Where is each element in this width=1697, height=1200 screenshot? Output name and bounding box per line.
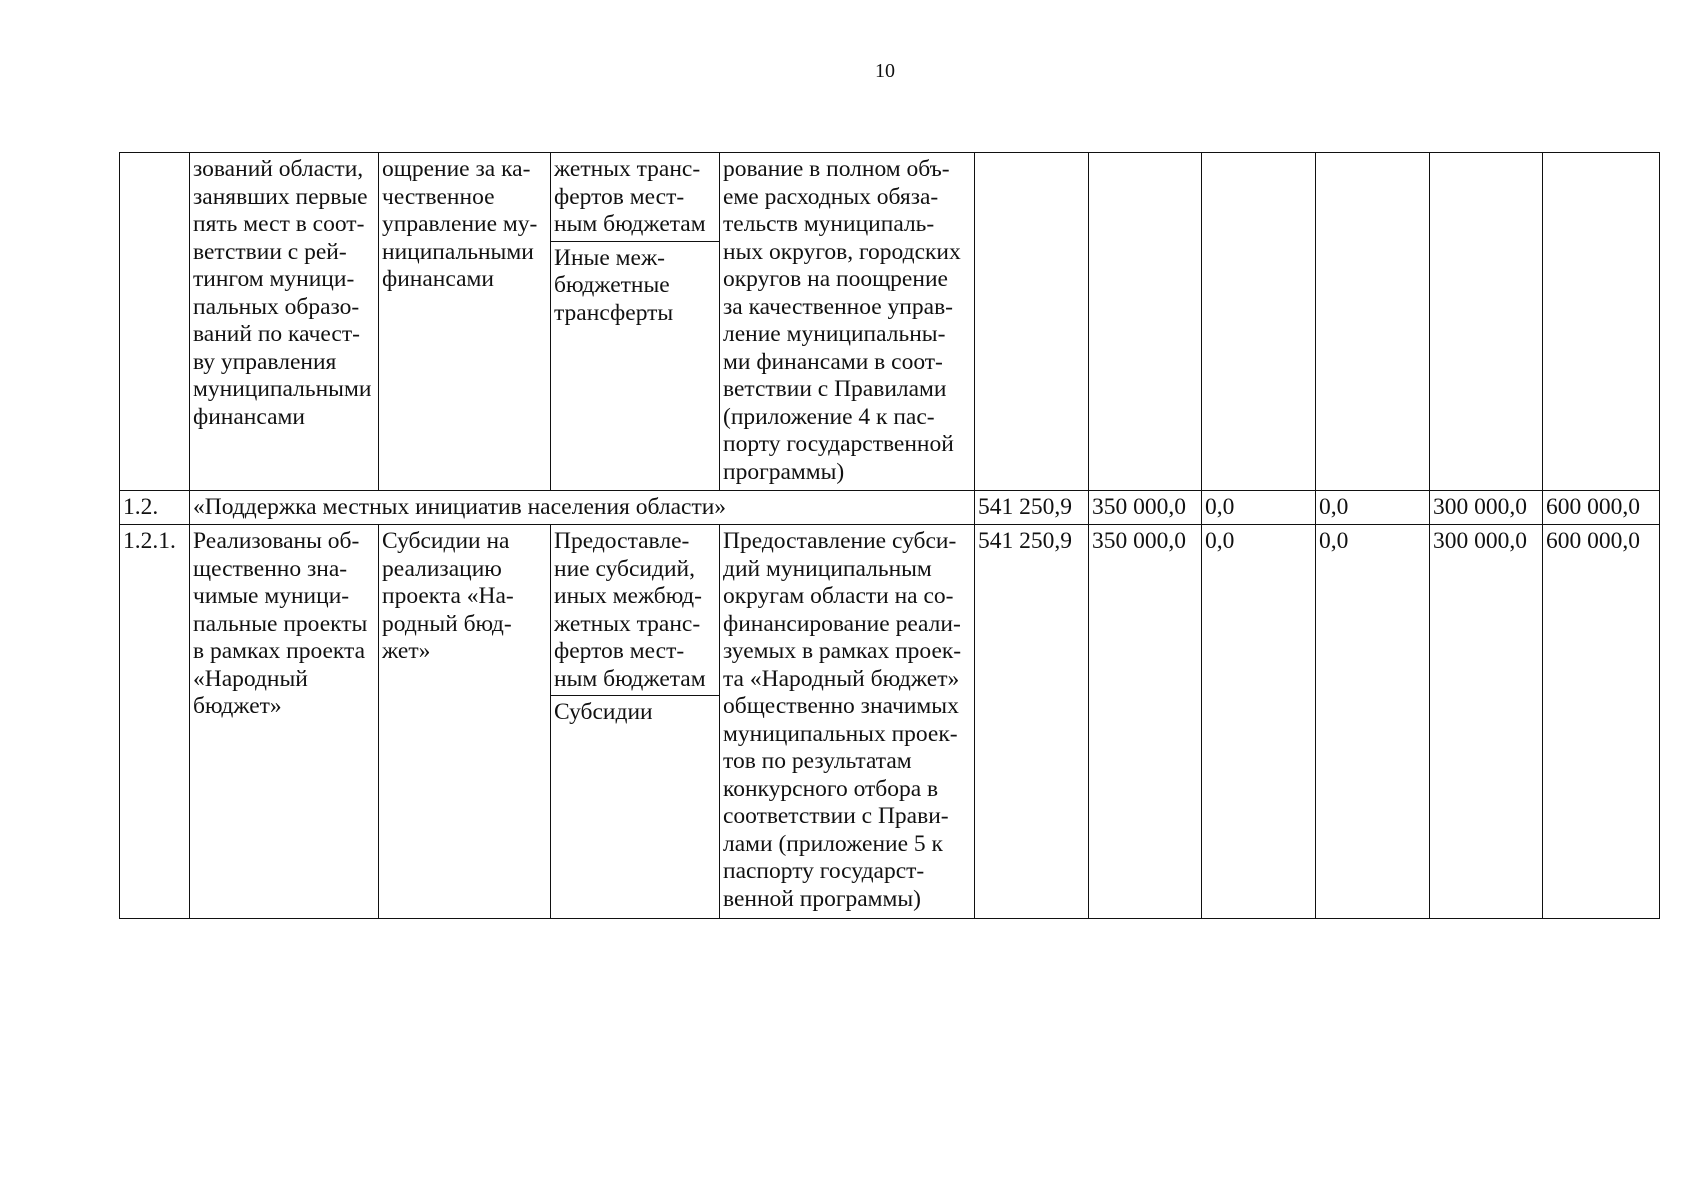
row-index: 1.2.	[120, 491, 190, 525]
value-cell: 0,0	[1316, 525, 1430, 919]
value-cell: 300 000,0	[1430, 491, 1543, 525]
value-cell	[1430, 153, 1543, 491]
table-row-section	[120, 491, 1660, 525]
value-cell: 0,0	[1316, 491, 1430, 525]
budget-table	[119, 152, 1660, 919]
instrument-kind: Субсидии	[554, 699, 653, 725]
value-cell: 541 250,9	[975, 525, 1089, 919]
value-cell: 0,0	[1202, 491, 1316, 525]
instrument-kind: Иные меж- бюджетные трансферты	[554, 244, 674, 326]
description-cell: Предоставление субси- дий муниципальным округам области на со- финансирование реали- зуемых в рамках проек- та «Народный бюджет» общественно значимых муниципальных проек- тов по результатам конкурсного отбора в соответствии с Прави- лами (приложение 5 к паспорту государст- венной программы)	[720, 525, 975, 919]
value-cell: 350 000,0	[1089, 491, 1202, 525]
table-row-continued	[120, 153, 1660, 491]
instrument-type: жетных транс- фертов мест- ным бюджетам	[551, 153, 719, 242]
value-cell	[1316, 153, 1430, 491]
value-cell: 600 000,0	[1543, 525, 1660, 919]
value-cell: 300 000,0	[1430, 525, 1543, 919]
instrument-cell	[551, 153, 720, 491]
mechanism-cell: ощрение за ка- чественное управление му- ниципальными финансами	[379, 153, 551, 491]
table-row-item	[120, 525, 1660, 919]
row-index	[120, 153, 190, 491]
value-cell: 600 000,0	[1543, 491, 1660, 525]
value-cell: 350 000,0	[1089, 525, 1202, 919]
value-cell	[1202, 153, 1316, 491]
description-cell: рование в полном объ- еме расходных обяза- тельств муниципаль- ных округов, городских округов на поощрение за качественное управ- ление муниципальны- ми финансами в соот- ветствии с Правилами (приложение 4 к пас- порту государственной программы)	[720, 153, 975, 491]
result-cell: Реализованы об- щественно зна- чимые муници- пальные проекты в рамках проекта «Народный бюджет»	[190, 525, 379, 919]
section-title: «Поддержка местных инициатив населения области»	[190, 491, 975, 525]
value-cell	[975, 153, 1089, 491]
row-index: 1.2.1.	[120, 525, 190, 919]
value-cell: 0,0	[1202, 525, 1316, 919]
instrument-type: Предоставле- ние субсидий, иных межбюд- жетных транс- фертов мест- ным бюджетам	[551, 525, 719, 696]
result-cell: зований области, занявших первые пять мест в соот- ветствии с рей- тингом муници- пальных образо- ваний по качест- ву управления муниципальными финансами	[190, 153, 379, 491]
mechanism-cell: Субсидии на реализацию проекта «На- родный бюд- жет»	[379, 525, 551, 919]
instrument-cell	[551, 525, 720, 919]
value-cell	[1543, 153, 1660, 491]
value-cell: 541 250,9	[975, 491, 1089, 525]
page-number: 10	[875, 60, 895, 82]
value-cell	[1089, 153, 1202, 491]
